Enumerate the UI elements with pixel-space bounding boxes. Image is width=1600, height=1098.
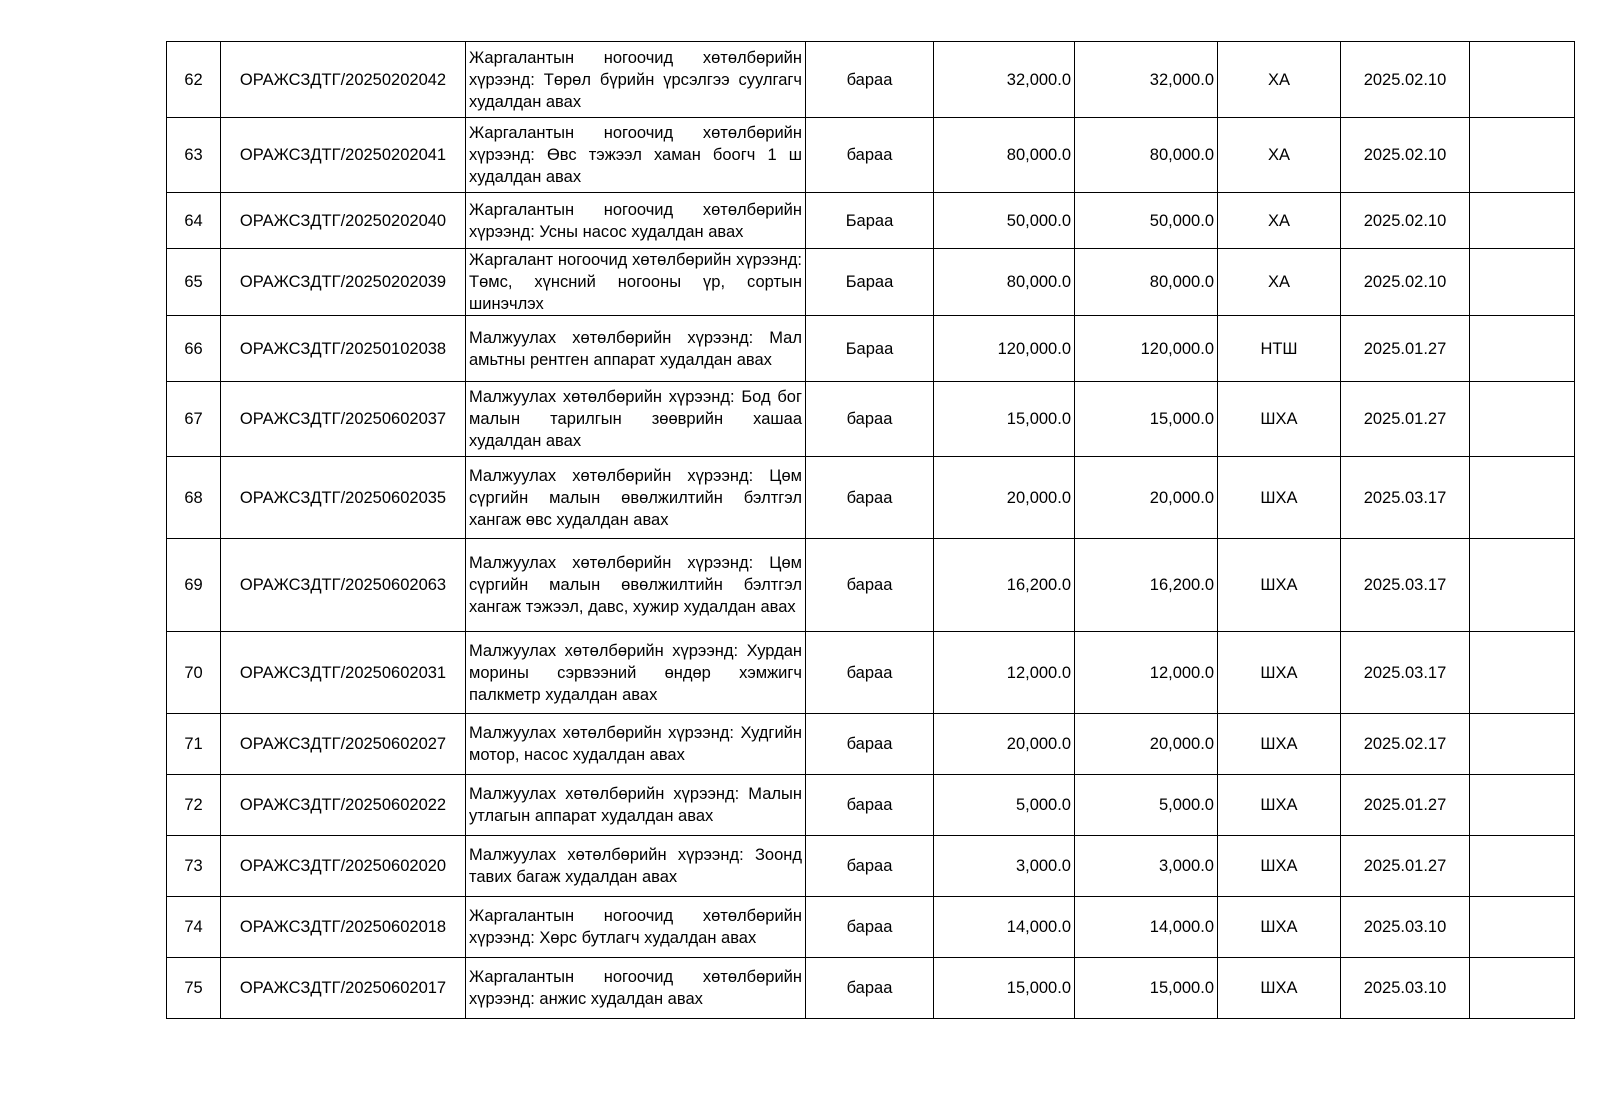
procurement-description: Жаргалантын ногоочид хөтөлбөрийн хүрээнд: Төрөл бүрийн үрсэлгээ суулгагч худалдан авах (466, 42, 806, 118)
procurement-date: 2025.01.27 (1341, 316, 1470, 382)
row-number: 65 (167, 249, 221, 316)
procurement-code: ОРАЖСЗДТГ/20250602027 (221, 714, 466, 775)
budget-amount: 80,000.0 (1075, 118, 1218, 193)
note-cell (1470, 193, 1575, 249)
estimated-amount: 14,000.0 (934, 897, 1075, 958)
estimated-amount: 32,000.0 (934, 42, 1075, 118)
row-number: 75 (167, 958, 221, 1019)
procurement-type: бараа (806, 897, 934, 958)
procurement-type: Бараа (806, 316, 934, 382)
procurement-code: ОРАЖСЗДТГ/20250202042 (221, 42, 466, 118)
note-cell (1470, 382, 1575, 457)
procurement-code: ОРАЖСЗДТГ/20250602031 (221, 632, 466, 714)
procurement-date: 2025.03.17 (1341, 457, 1470, 539)
budget-amount: 32,000.0 (1075, 42, 1218, 118)
budget-amount: 80,000.0 (1075, 249, 1218, 316)
estimated-amount: 5,000.0 (934, 775, 1075, 836)
procurement-method: ШХА (1218, 457, 1341, 539)
note-cell (1470, 775, 1575, 836)
budget-amount: 5,000.0 (1075, 775, 1218, 836)
procurement-method: ШХА (1218, 714, 1341, 775)
procurement-type: бараа (806, 775, 934, 836)
estimated-amount: 15,000.0 (934, 382, 1075, 457)
procurement-date: 2025.02.10 (1341, 193, 1470, 249)
procurement-type: бараа (806, 118, 934, 193)
row-number: 72 (167, 775, 221, 836)
budget-amount: 3,000.0 (1075, 836, 1218, 897)
procurement-method: ХА (1218, 118, 1341, 193)
procurement-code: ОРАЖСЗДТГ/20250602020 (221, 836, 466, 897)
row-number: 66 (167, 316, 221, 382)
procurement-type: Бараа (806, 249, 934, 316)
table-row (167, 897, 1575, 958)
procurement-code: ОРАЖСЗДТГ/20250602037 (221, 382, 466, 457)
table-row (167, 714, 1575, 775)
table-body (167, 42, 1575, 1019)
row-number: 63 (167, 118, 221, 193)
procurement-code: ОРАЖСЗДТГ/20250602022 (221, 775, 466, 836)
row-number: 73 (167, 836, 221, 897)
procurement-type: бараа (806, 382, 934, 457)
procurement-code: ОРАЖСЗДТГ/20250102038 (221, 316, 466, 382)
note-cell (1470, 249, 1575, 316)
procurement-code: ОРАЖСЗДТГ/20250202040 (221, 193, 466, 249)
procurement-method: ШХА (1218, 958, 1341, 1019)
table-row (167, 539, 1575, 632)
note-cell (1470, 118, 1575, 193)
procurement-description: Жаргалантын ногоочид хөтөлбөрийн хүрээнд: Өвс тэжээл хаман боогч 1 ш худалдан авах (466, 118, 806, 193)
budget-amount: 20,000.0 (1075, 714, 1218, 775)
procurement-type: бараа (806, 958, 934, 1019)
table-row (167, 836, 1575, 897)
row-number: 69 (167, 539, 221, 632)
row-number: 71 (167, 714, 221, 775)
table-row (167, 118, 1575, 193)
procurement-code: ОРАЖСЗДТГ/20250602063 (221, 539, 466, 632)
procurement-method: ШХА (1218, 897, 1341, 958)
procurement-description: Малжуулах хөтөлбөрийн хүрээнд: Малын утлагын аппарат худалдан авах (466, 775, 806, 836)
table-row (167, 632, 1575, 714)
procurement-code: ОРАЖСЗДТГ/20250202041 (221, 118, 466, 193)
procurement-type: Бараа (806, 193, 934, 249)
procurement-date: 2025.01.27 (1341, 836, 1470, 897)
note-cell (1470, 714, 1575, 775)
procurement-description: Малжуулах хөтөлбөрийн хүрээнд: Зоонд тавих багаж худалдан авах (466, 836, 806, 897)
table-row (167, 775, 1575, 836)
procurement-type: бараа (806, 457, 934, 539)
procurement-method: ШХА (1218, 382, 1341, 457)
procurement-date: 2025.03.10 (1341, 958, 1470, 1019)
procurement-type: бараа (806, 632, 934, 714)
note-cell (1470, 897, 1575, 958)
procurement-date: 2025.03.17 (1341, 539, 1470, 632)
procurement-method: ХА (1218, 42, 1341, 118)
procurement-date: 2025.01.27 (1341, 775, 1470, 836)
procurement-type: бараа (806, 714, 934, 775)
procurement-code: ОРАЖСЗДТГ/20250602017 (221, 958, 466, 1019)
estimated-amount: 3,000.0 (934, 836, 1075, 897)
procurement-description: Малжуулах хөтөлбөрийн хүрээнд: Бод бог малын тарилгын зөөврийн хашаа худалдан авах (466, 382, 806, 457)
estimated-amount: 15,000.0 (934, 958, 1075, 1019)
procurement-date: 2025.02.17 (1341, 714, 1470, 775)
procurement-code: ОРАЖСЗДТГ/20250602018 (221, 897, 466, 958)
procurement-method: ХА (1218, 193, 1341, 249)
note-cell (1470, 457, 1575, 539)
note-cell (1470, 42, 1575, 118)
procurement-description: Жаргалант ногоочид хөтөлбөрийн хүрээнд: Төмс, хүнсний ногооны үр, сортын шинэчлэх (466, 249, 806, 316)
procurement-method: ХА (1218, 249, 1341, 316)
table-row (167, 42, 1575, 118)
budget-amount: 15,000.0 (1075, 382, 1218, 457)
row-number: 68 (167, 457, 221, 539)
budget-amount: 12,000.0 (1075, 632, 1218, 714)
procurement-type: бараа (806, 42, 934, 118)
procurement-method: ШХА (1218, 775, 1341, 836)
estimated-amount: 12,000.0 (934, 632, 1075, 714)
procurement-description: Жаргалантын ногоочид хөтөлбөрийн хүрээнд: анжис худалдан авах (466, 958, 806, 1019)
estimated-amount: 16,200.0 (934, 539, 1075, 632)
procurement-code: ОРАЖСЗДТГ/20250202039 (221, 249, 466, 316)
estimated-amount: 20,000.0 (934, 457, 1075, 539)
procurement-type: бараа (806, 836, 934, 897)
budget-amount: 120,000.0 (1075, 316, 1218, 382)
note-cell (1470, 836, 1575, 897)
note-cell (1470, 958, 1575, 1019)
estimated-amount: 20,000.0 (934, 714, 1075, 775)
table-row (167, 382, 1575, 457)
procurement-date: 2025.02.10 (1341, 42, 1470, 118)
estimated-amount: 50,000.0 (934, 193, 1075, 249)
row-number: 67 (167, 382, 221, 457)
procurement-method: ШХА (1218, 836, 1341, 897)
note-cell (1470, 539, 1575, 632)
table-row (167, 958, 1575, 1019)
table-row (167, 316, 1575, 382)
budget-amount: 14,000.0 (1075, 897, 1218, 958)
procurement-description: Жаргалантын ногоочид хөтөлбөрийн хүрээнд: Усны насос худалдан авах (466, 193, 806, 249)
budget-amount: 15,000.0 (1075, 958, 1218, 1019)
procurement-description: Жаргалантын ногоочид хөтөлбөрийн хүрээнд: Хөрс бутлагч худалдан авах (466, 897, 806, 958)
procurement-method: НТШ (1218, 316, 1341, 382)
table-row (167, 193, 1575, 249)
procurement-description: Малжуулах хөтөлбөрийн хүрээнд: Хурдан морины сэрвээний өндөр хэмжигч палкметр худалдан авах (466, 632, 806, 714)
budget-amount: 50,000.0 (1075, 193, 1218, 249)
estimated-amount: 80,000.0 (934, 249, 1075, 316)
table-row (167, 457, 1575, 539)
procurement-type: бараа (806, 539, 934, 632)
procurement-date: 2025.02.10 (1341, 249, 1470, 316)
estimated-amount: 80,000.0 (934, 118, 1075, 193)
budget-amount: 16,200.0 (1075, 539, 1218, 632)
procurement-date: 2025.02.10 (1341, 118, 1470, 193)
row-number: 62 (167, 42, 221, 118)
note-cell (1470, 316, 1575, 382)
procurement-date: 2025.01.27 (1341, 382, 1470, 457)
procurement-description: Малжуулах хөтөлбөрийн хүрээнд: Цөм сүргийн малын өвөлжилтийн бэлтгэл хангаж тэжээл, давс, хужир худалдан авах (466, 539, 806, 632)
table-row (167, 249, 1575, 316)
procurement-method: ШХА (1218, 632, 1341, 714)
row-number: 64 (167, 193, 221, 249)
estimated-amount: 120,000.0 (934, 316, 1075, 382)
procurement-date: 2025.03.10 (1341, 897, 1470, 958)
row-number: 70 (167, 632, 221, 714)
procurement-method: ШХА (1218, 539, 1341, 632)
procurement-date: 2025.03.17 (1341, 632, 1470, 714)
procurement-description: Малжуулах хөтөлбөрийн хүрээнд: Цөм сүргийн малын өвөлжилтийн бэлтгэл хангаж өвс худалдан авах (466, 457, 806, 539)
budget-amount: 20,000.0 (1075, 457, 1218, 539)
procurement-code: ОРАЖСЗДТГ/20250602035 (221, 457, 466, 539)
row-number: 74 (167, 897, 221, 958)
procurement-description: Малжуулах хөтөлбөрийн хүрээнд: Худгийн мотор, насос худалдан авах (466, 714, 806, 775)
note-cell (1470, 632, 1575, 714)
procurement-table (166, 41, 1575, 1019)
procurement-description: Малжуулах хөтөлбөрийн хүрээнд: Мал амьтны рентген аппарат худалдан авах (466, 316, 806, 382)
